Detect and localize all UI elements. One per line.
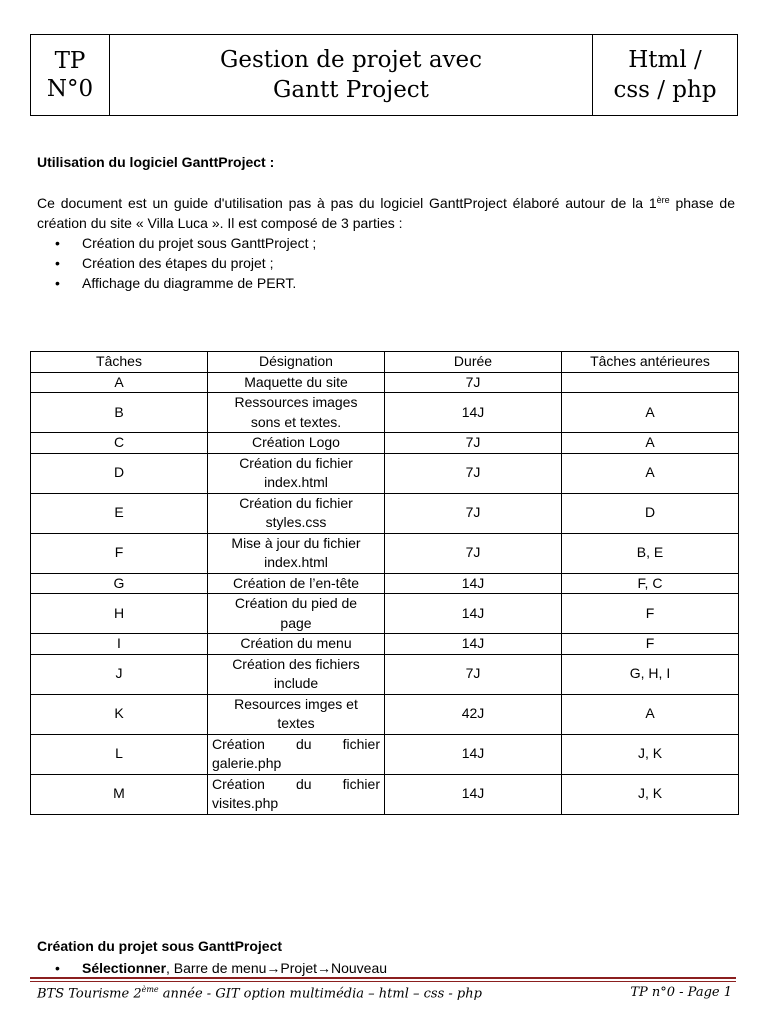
task-previous: J, K: [562, 734, 739, 774]
footer-rule: [30, 977, 736, 979]
table-row: [31, 433, 739, 454]
table-row: [31, 634, 739, 655]
table-row: [31, 372, 739, 393]
document-title-line1: Gestion de projet avec: [219, 47, 483, 73]
designation-line: Création du pied de: [234, 595, 358, 611]
table-row: [31, 654, 739, 694]
task-designation: [208, 533, 385, 573]
task-previous: D: [562, 493, 739, 533]
designation-line: Mise à jour du fichier: [231, 534, 361, 551]
task-id: D: [31, 453, 208, 493]
task-previous: F: [562, 594, 739, 634]
designation-line: visites.php: [212, 795, 279, 811]
task-id: F: [31, 533, 208, 573]
section-title-create-project: Création du projet sous GanttProject: [37, 938, 283, 954]
intro-text-part2: phase de création du site « Villa Luca ». Il est composé de 3 parties :: [37, 195, 736, 231]
step-action: Sélectionner: [82, 960, 167, 976]
footer-rule: [30, 981, 736, 982]
column-header-designation: Désignation: [208, 352, 385, 373]
designation-line: include: [273, 675, 319, 691]
table-row: [31, 594, 739, 634]
designation-line: index.html: [264, 474, 328, 490]
subject-line1: Html /: [628, 47, 702, 73]
task-duration: 14J: [385, 573, 562, 594]
task-duration: 14J: [385, 594, 562, 634]
footer-course-info: [37, 985, 482, 1001]
task-duration: 14J: [385, 774, 562, 814]
task-duration: 7J: [385, 493, 562, 533]
designation-line: styles.css: [265, 514, 327, 530]
list-item: [55, 958, 387, 978]
tasks-table: [30, 351, 739, 815]
task-id: L: [31, 734, 208, 774]
task-previous: J, K: [562, 774, 739, 814]
designation-line: textes: [277, 715, 315, 731]
task-duration: 7J: [385, 654, 562, 694]
task-designation: [208, 453, 385, 493]
table-header-row: [31, 352, 739, 373]
designation-line: galerie.php: [212, 755, 282, 771]
task-designation: [208, 573, 385, 594]
table-row: [31, 694, 739, 734]
task-duration: 42J: [385, 694, 562, 734]
task-duration: 7J: [385, 433, 562, 454]
task-previous: F: [562, 634, 739, 655]
task-previous: G, H, I: [562, 654, 739, 694]
table-row: [31, 393, 739, 433]
step-menu-path: , Barre de menu→Projet→Nouveau: [166, 960, 388, 976]
document-title-line2: Gantt Project: [273, 77, 429, 103]
task-duration: 7J: [385, 453, 562, 493]
document-title-cell: [110, 35, 593, 115]
task-id: G: [31, 573, 208, 594]
task-designation: [208, 694, 385, 734]
task-previous: A: [562, 453, 739, 493]
designation-line: Maquette du site: [244, 373, 348, 390]
footer-text-part1: BTS Tourisme 2: [37, 986, 142, 1002]
column-header-duration: Durée: [385, 352, 562, 373]
task-designation: [208, 734, 385, 774]
tp-number-cell: [31, 35, 110, 115]
designation-line: Création du menu: [240, 635, 352, 651]
table-row: [31, 774, 739, 814]
designation-line: Ressources images: [234, 394, 358, 410]
task-id: H: [31, 594, 208, 634]
designation-line: index.html: [264, 554, 328, 570]
task-duration: 7J: [385, 372, 562, 393]
list-item: • Création des étapes du projet ;: [55, 253, 316, 273]
steps-list: [55, 958, 387, 978]
intro-paragraph: [37, 193, 735, 233]
parts-list: [55, 233, 316, 293]
footer-page-number: TP n°0 - Page 1: [630, 985, 732, 1000]
list-item: • Affichage du diagramme de PERT.: [55, 273, 316, 293]
table-row: [31, 734, 739, 774]
designation-line: Création du fichier: [239, 454, 353, 471]
subject-cell: [593, 35, 737, 115]
task-id: B: [31, 393, 208, 433]
task-designation: [208, 493, 385, 533]
task-designation: [208, 634, 385, 655]
task-id: E: [31, 493, 208, 533]
column-header-previous-tasks: Tâches antérieures: [562, 352, 739, 373]
task-previous: A: [562, 393, 739, 433]
table-row: [31, 493, 739, 533]
tp-label: TP: [54, 48, 86, 74]
task-id: I: [31, 634, 208, 655]
task-id: M: [31, 774, 208, 814]
list-item: • Création du projet sous GanttProject ;: [55, 233, 316, 253]
task-designation: [208, 433, 385, 454]
task-previous: F, C: [562, 573, 739, 594]
footer-text-part2: année - GIT option multimédia – html – css - php: [158, 986, 482, 1002]
designation-line: Resources imges et: [234, 695, 358, 712]
designation-line: Création du fichier: [239, 494, 353, 511]
tp-number: N°0: [46, 76, 94, 102]
task-duration: 14J: [385, 634, 562, 655]
task-duration: 7J: [385, 533, 562, 573]
table-row: [31, 573, 739, 594]
task-previous: [562, 372, 739, 393]
task-duration: 14J: [385, 393, 562, 433]
designation-line: Création des fichiers: [232, 655, 360, 672]
subject-line2: css / php: [613, 77, 717, 103]
section-title-usage: Utilisation du logiciel GanttProject :: [37, 154, 275, 170]
task-id: C: [31, 433, 208, 454]
table-row: [31, 453, 739, 493]
task-id: J: [31, 654, 208, 694]
column-header-tasks: Tâches: [31, 352, 208, 373]
designation-line: sons et textes.: [250, 413, 342, 430]
designation-line: Création du fichier: [212, 775, 380, 792]
table-row: [31, 533, 739, 573]
intro-text-part1: Ce document est un guide d'utilisation pas à pas du logiciel GanttProject élaboré autour de la 1: [37, 195, 657, 211]
task-designation: [208, 372, 385, 393]
designation-line: Création du fichier: [212, 735, 380, 752]
designation-line: Création de l’en-tête: [232, 574, 360, 591]
task-id: K: [31, 694, 208, 734]
designation-line: Création Logo: [252, 434, 340, 450]
task-designation: [208, 774, 385, 814]
task-designation: [208, 594, 385, 634]
task-duration: 14J: [385, 734, 562, 774]
task-designation: [208, 654, 385, 694]
task-designation: [208, 393, 385, 433]
document-header: [30, 34, 738, 116]
designation-line: page: [280, 614, 312, 631]
task-previous: A: [562, 433, 739, 454]
task-previous: B, E: [562, 533, 739, 573]
intro-superscript: ère: [656, 195, 670, 205]
task-previous: A: [562, 694, 739, 734]
task-id: A: [31, 372, 208, 393]
footer-superscript: ème: [141, 985, 159, 994]
